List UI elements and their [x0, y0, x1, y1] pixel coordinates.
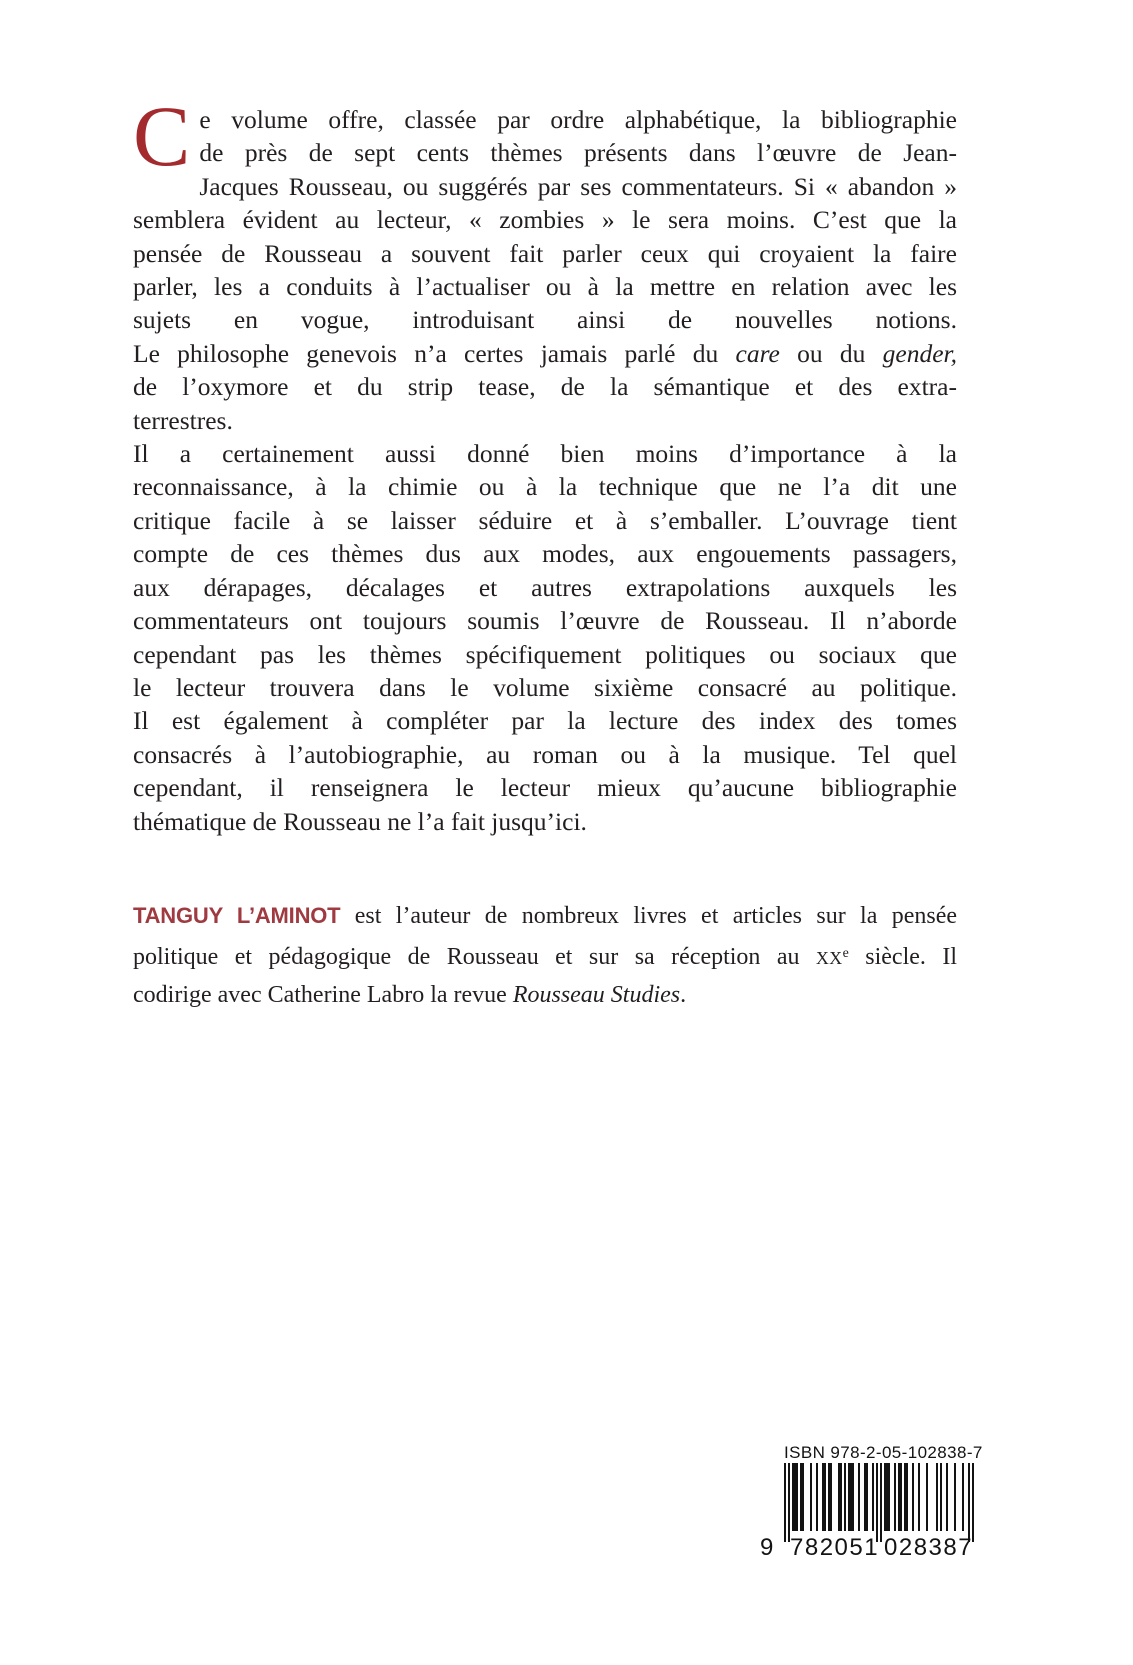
text-segment-smallcaps: XX [815, 947, 843, 968]
text-segment: reconnaissance, à la chimie ou à la technique que ne l’a dit une [133, 472, 957, 502]
barcode-bar [830, 1463, 832, 1531]
barcode-bar [802, 1463, 804, 1531]
barcode-bar [788, 1463, 790, 1542]
text-segment: critique facile à se laisser séduire et à s’emballer. L’ouvrage tient [133, 505, 957, 535]
text-segment: de près de sept cents thèmes présents dans l’œuvre de Jean- [199, 138, 957, 168]
text-segment: commentateurs ont toujours soumis l’œuvre de Rousseau. Il n’aborde [133, 606, 957, 636]
text-segment: thématique de Rousseau ne l’a fait jusqu’ici. [133, 806, 587, 836]
text-line [133, 437, 957, 470]
text-line [133, 237, 957, 270]
text-line [133, 270, 957, 303]
text-segment: terrestres. [133, 405, 233, 435]
author-note-block [133, 897, 957, 1014]
barcode-bar [784, 1463, 786, 1542]
text-segment: de l’oxymore et du strip tease, de la sémantique et des extra- [133, 372, 957, 402]
text-line [133, 771, 957, 804]
text-segment: Le philosophe genevois n’a certes jamais parlé du [133, 338, 736, 368]
text-line [133, 671, 957, 704]
barcode-bar [824, 1463, 826, 1531]
text-segment: ou du [779, 338, 883, 368]
text-segment: siècle. Il [848, 943, 958, 970]
text-line [133, 935, 957, 977]
text-line [133, 738, 957, 771]
text-line [133, 203, 957, 236]
barcode-bar [872, 1463, 874, 1531]
text-segment: cependant, il renseignera le lecteur mieux qu’aucune bibliographie [133, 773, 957, 803]
barcode-bar [906, 1463, 908, 1531]
barcode-bar [900, 1463, 902, 1531]
paragraph [133, 437, 957, 838]
text-segment-italic: gender, [882, 338, 958, 368]
description-block [133, 88, 958, 838]
drop-cap: C [133, 88, 191, 184]
text-segment-sup: e [842, 946, 849, 961]
text-line [133, 303, 957, 336]
barcode-bar [876, 1463, 878, 1542]
barcode-bar [866, 1463, 868, 1531]
text-segment: aux dérapages, décalages et autres extrapolations auxquels les [133, 572, 957, 602]
barcode-bar [972, 1463, 974, 1542]
text-line [133, 537, 957, 570]
text-segment: Jacques Rousseau, ou suggérés par ses commentateurs. Si « abandon » [199, 171, 957, 201]
text-line [133, 897, 957, 935]
text-segment-redbold: TANGUY L’AMINOT [133, 903, 341, 928]
text-segment: pensée de Rousseau a souvent fait parler ceux qui croyaient la faire [133, 238, 957, 268]
ean13-barcode [784, 1463, 974, 1542]
text-line [133, 504, 957, 537]
barcode-bar [844, 1463, 846, 1531]
text-segment: sujets en vogue, introduisant ainsi de nouvelles notions. [133, 305, 957, 335]
barcode-digit-right: 028387 [884, 1534, 974, 1561]
text-segment: politique et pédagogique de Rousseau et sur sa réception au [133, 943, 816, 970]
text-line [133, 977, 957, 1014]
text-segment: le lecteur trouvera dans le volume sixième consacré au politique. [133, 672, 957, 702]
barcode-bar [962, 1463, 964, 1531]
text-line [133, 404, 957, 437]
text-line [133, 337, 957, 370]
barcode-bar [954, 1463, 956, 1531]
barcode-bar [946, 1463, 948, 1531]
text-segment: Il est également à compléter par la lecture des index des tomes [133, 706, 957, 736]
barcode-bar [912, 1463, 914, 1531]
barcode-bar [880, 1463, 882, 1542]
text-segment: consacrés à l’autobiographie, au roman ou à la musique. Tel quel [133, 739, 957, 769]
text-line [133, 805, 957, 838]
text-line [133, 638, 957, 671]
barcode-bar [888, 1463, 890, 1531]
text-segment: Il a certainement aussi donné bien moins d’importance à la [133, 439, 957, 469]
barcode-bar [852, 1463, 854, 1531]
text-line [133, 170, 957, 203]
barcode-bar [940, 1463, 942, 1531]
isbn-barcode-block [740, 1443, 983, 1563]
isbn-label: ISBN 978-2-05-102838-7 [784, 1443, 983, 1462]
text-line [133, 136, 957, 169]
text-line [133, 370, 957, 403]
barcode-bar [796, 1463, 798, 1531]
text-segment-italic: Rousseau Studies [512, 981, 681, 1008]
barcode-bar [968, 1463, 970, 1542]
text-segment: cependant pas les thèmes spécifiquement politiques ou sociaux que [133, 639, 957, 669]
text-line [133, 103, 957, 136]
text-segment: semblera évident au lecteur, « zombies » le sera moins. C’est que la [133, 205, 957, 235]
barcode-digit-left: 782051 [790, 1534, 880, 1561]
text-segment: compte de ces thèmes dus aux modes, aux engouements passagers, [133, 539, 957, 569]
text-segment: est l’auteur de nombreux livres et articles sur la pensée [340, 903, 957, 929]
barcode-bar [810, 1463, 812, 1531]
barcode-bar [858, 1463, 860, 1531]
text-segment: . [680, 981, 687, 1008]
text-line [133, 571, 957, 604]
barcode-digits [740, 1536, 980, 1560]
text-segment-italic: care [735, 338, 780, 368]
text-line [133, 470, 957, 503]
text-segment: e volume offre, classée par ordre alphabétique, la bibliographie [199, 105, 957, 134]
barcode-bar [926, 1463, 928, 1531]
text-line [133, 604, 957, 637]
paragraph [133, 88, 958, 437]
barcode-bar [936, 1463, 938, 1531]
text-segment: codirige avec Catherine Labro la revue [133, 981, 513, 1008]
barcode-bar [894, 1463, 896, 1531]
text-line [133, 704, 957, 737]
barcode-bar [918, 1463, 920, 1531]
barcode-bar [816, 1463, 818, 1531]
barcode-bar [840, 1463, 842, 1531]
barcode-digit-lead: 9 [760, 1534, 774, 1561]
text-segment: parler, les a conduits à l’actualiser ou à la mettre en relation avec les [133, 272, 957, 302]
